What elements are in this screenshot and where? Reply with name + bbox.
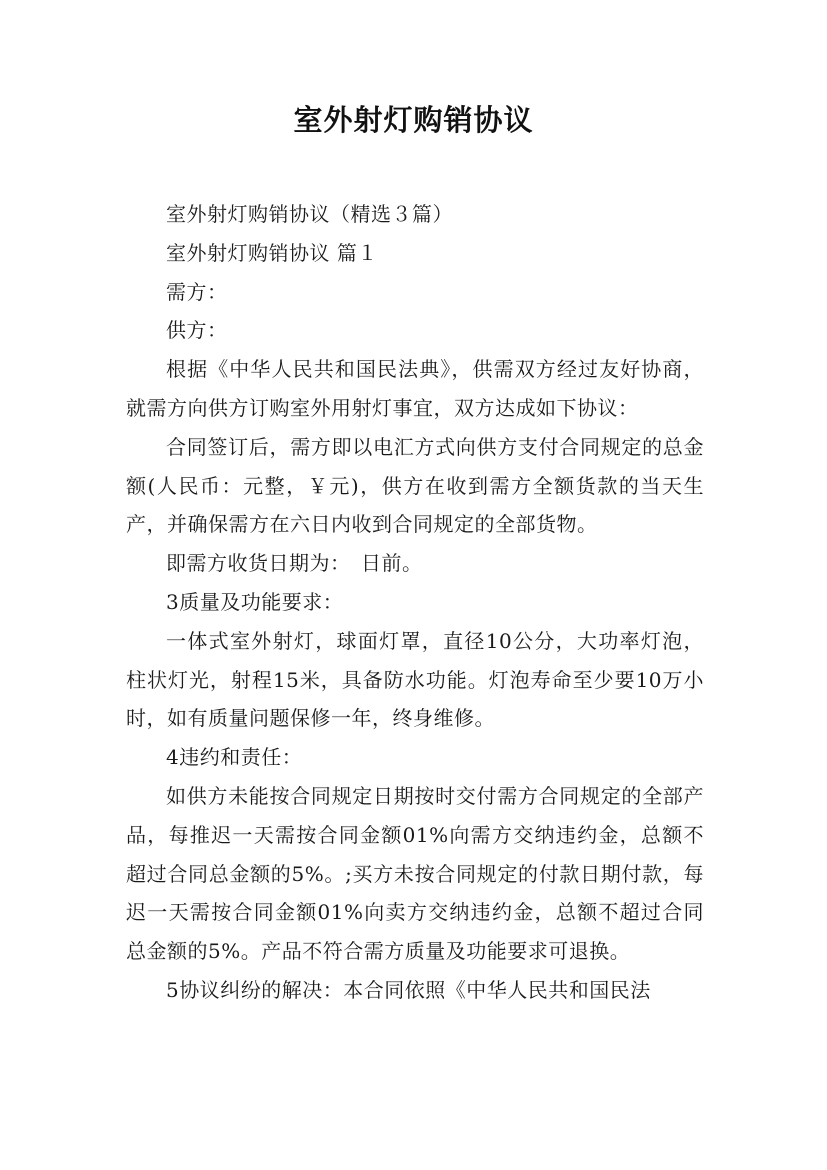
supplier-line: 供方： [166,318,228,343]
document-body [126,195,704,1010]
document-title: 室外射灯购销协议 [293,103,534,137]
breach-paragraph: 如供方未能按合同规定日期按时交付需方合同规定的全部产品，每推迟一天需按合同金额01%向需方交纳违约金，总额不超过合同总金额的5%。;买方未按合同规定的付款日期付款，每迟一天需按合同金额01%向卖方交纳违约金，总额不超过合同总金额的5%。产品不符合需方质量及功能要求可退换。 [126,783,704,964]
delivery-date-paragraph: 即需方收货日期为： 日前。 [166,551,423,576]
breach-heading: 4违约和责任： [166,745,303,770]
quality-heading: 3质量及功能要求： [166,589,344,614]
buyer-line: 需方： [166,279,228,304]
subtitle-paragraph: 室外射灯购销协议（精选３篇） [166,202,453,226]
section-heading: 室外射灯购销协议 篇１ [166,240,378,265]
preamble-paragraph: 根据《中华人民共和国民法典》，供需双方经过友好协商，就需方向供方订购室外用射灯事宜，双方达成如下协议： [126,357,704,420]
quality-paragraph: 一体式室外射灯，球面灯罩，直径10公分，大功率灯泡，柱状灯光，射程15米，具备防水功能。灯泡寿命至少要10万小时，如有质量问题保修一年，终身维修。 [126,628,704,731]
dispute-paragraph: 5协议纠纷的解决：本合同依照《中华人民共和国民法 [166,977,651,1002]
payment-paragraph: 合同签订后，需方即以电汇方式向供方支付合同规定的总金额(人民币：元整，￥元)，供方在收到需方全额货款的当天生产，并确保需方在六日内收到合同规定的全部货物。 [126,434,704,537]
